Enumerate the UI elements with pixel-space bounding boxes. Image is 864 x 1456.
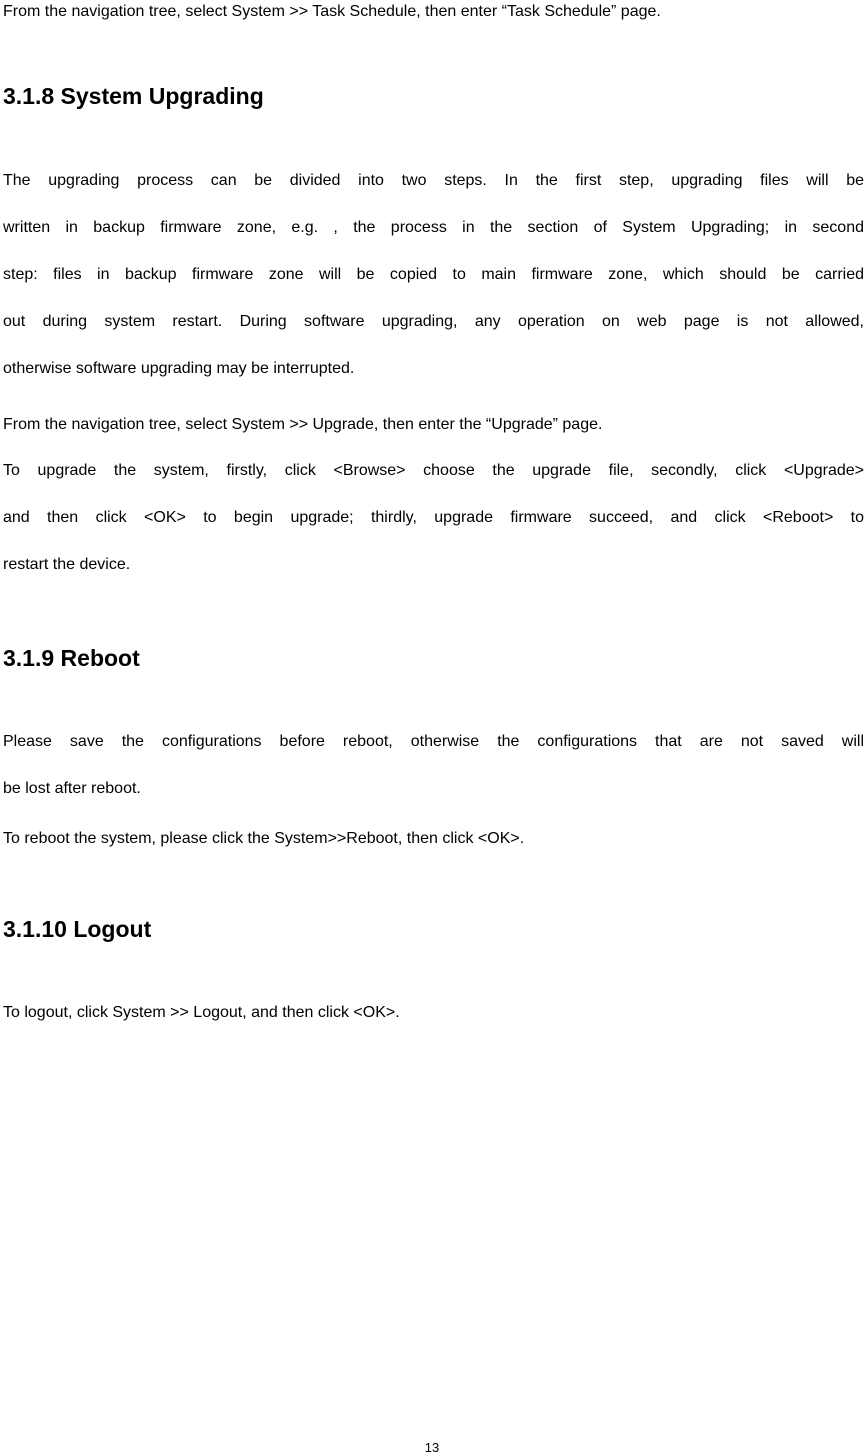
document-page <box>3 0 864 1456</box>
section-heading-system-upgrading: 3.1.8 System Upgrading <box>3 83 264 109</box>
paragraph-line: be lost after reboot. <box>3 780 141 797</box>
paragraph-line: step: files in backup firmware zone will be copied to main firmware zone, which should be carried <box>3 266 864 283</box>
paragraph-line: out during system restart. During software upgrading, any operation on web page is not allowed, <box>3 313 864 330</box>
paragraph-line: To upgrade the system, firstly, click <Browse> choose the upgrade file, secondly, click <Upgrade> <box>3 462 864 479</box>
section-heading-reboot: 3.1.9 Reboot <box>3 645 140 671</box>
paragraph-line: written in backup firmware zone, e.g. , the process in the section of System Upgrading; in second <box>3 219 864 236</box>
paragraph-line: To logout, click System >> Logout, and then click <OK>. <box>3 1004 400 1021</box>
paragraph-line: Please save the configurations before reboot, otherwise the configurations that are not saved will <box>3 733 864 750</box>
paragraph-line: restart the device. <box>3 556 131 573</box>
paragraph-line: To reboot the system, please click the System>>Reboot, then click <OK>. <box>3 830 525 847</box>
paragraph-line: otherwise software upgrading may be interrupted. <box>3 360 355 377</box>
page-number: 13 <box>424 1440 440 1455</box>
paragraph-line: The upgrading process can be divided into two steps. In the first step, upgrading files will be <box>3 172 864 189</box>
section-heading-logout: 3.1.10 Logout <box>3 916 152 942</box>
intro-paragraph-line: From the navigation tree, select System >> Task Schedule, then enter “Task Schedule” page. <box>3 3 661 20</box>
paragraph-line: and then click <OK> to begin upgrade; thirdly, upgrade firmware succeed, and click <Reboot> to <box>3 509 864 526</box>
paragraph-line: From the navigation tree, select System >> Upgrade, then enter the “Upgrade” page. <box>3 416 603 433</box>
